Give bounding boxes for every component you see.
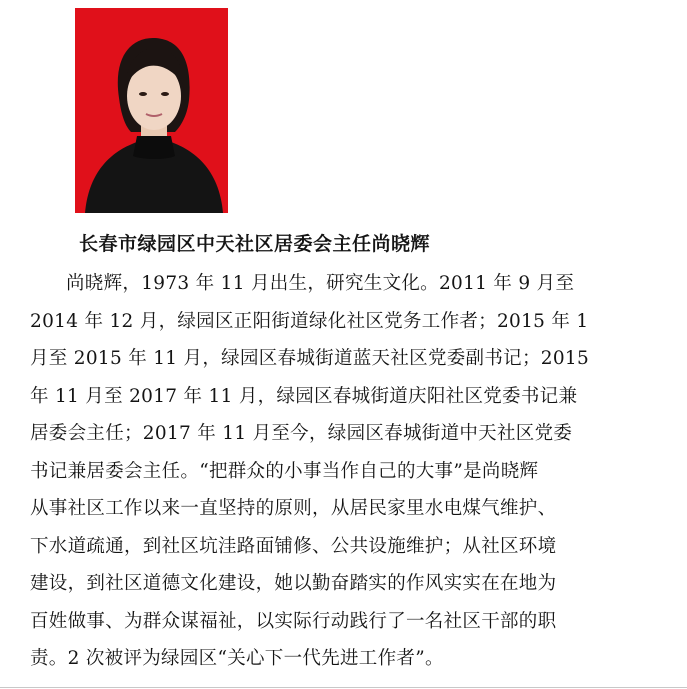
portrait-person-icon bbox=[75, 8, 228, 213]
bio-line: 居委会主任；2017 年 11 月至今，绿园区春城街道中天社区党委 bbox=[30, 423, 573, 444]
bio-line: 尚晓辉，1973 年 11 月出生，研究生文化。2011 年 9 月至 bbox=[66, 273, 575, 294]
bio-line: 书记兼居委会主任。“把群众的小事当作自己的大事”是尚晓辉 bbox=[30, 460, 539, 482]
bio-line: 2014 年 12 月，绿园区正阳街道绿化社区党务工作者；2015 年 1 bbox=[30, 310, 589, 332]
bio-line: 下水道疏通，到社区坑洼路面铺修、公共设施维护；从社区环境 bbox=[30, 535, 557, 557]
bio-line: 责。2 次被评为绿园区“关心下一代先进工作者”。 bbox=[30, 648, 444, 669]
biography-text bbox=[30, 265, 630, 678]
bio-line: 建设，到社区道德文化建设，她以勤奋踏实的作风实实在在地为 bbox=[30, 573, 557, 594]
bio-line: 月至 2015 年 11 月，绿园区春城街道蓝天社区党委副书记；2015 bbox=[30, 348, 590, 369]
bottom-divider bbox=[0, 687, 687, 688]
bio-line: 百姓做事、为群众谋福祉，以实际行动践行了一名社区干部的职 bbox=[30, 610, 557, 632]
portrait-photo bbox=[75, 8, 228, 213]
bio-line: 年 11 月至 2017 年 11 月，绿园区春城街道庆阳社区党委书记兼 bbox=[30, 385, 578, 407]
bio-line: 从事社区工作以来一直坚持的原则，从居民家里水电煤气维护、 bbox=[30, 498, 557, 519]
photo-caption: 长春市绿园区中天社区居委会主任尚晓辉 bbox=[79, 233, 431, 255]
